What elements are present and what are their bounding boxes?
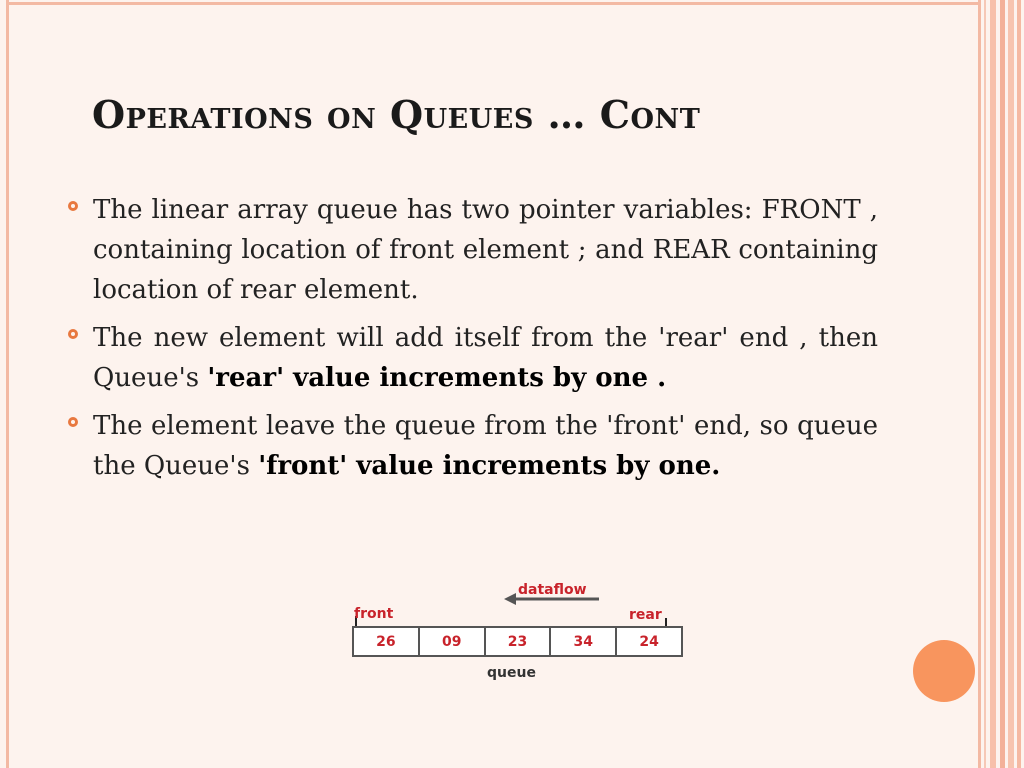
dataflow-label: dataflow: [518, 582, 587, 598]
bullet-icon: [68, 329, 78, 339]
queue-cell: 26: [354, 628, 420, 655]
front-label: front: [354, 606, 394, 622]
bullet-icon: [68, 417, 78, 427]
decor-stripe: [984, 0, 986, 768]
frame-top-border: [6, 2, 978, 5]
queue-cell: 09: [420, 628, 486, 655]
queue-diagram: [346, 578, 688, 684]
decor-stripe: [990, 0, 996, 768]
decor-stripe: [1008, 0, 1014, 768]
decor-stripe: [978, 0, 981, 768]
queue-cells: [352, 626, 683, 657]
slide-title: Operations on Queues … Cont: [92, 92, 701, 137]
bullet-item: [60, 190, 878, 310]
queue-cell: 24: [639, 633, 659, 650]
bullet-icon: [68, 201, 78, 211]
bullet-text: The new element will add itself from the 'rear' end , then Queue's 'rear' value increments by one .: [93, 323, 878, 393]
bullet-item: [60, 406, 878, 486]
queue-label: queue: [487, 665, 536, 681]
decor-stripe: [1000, 0, 1005, 768]
bullet-text: The element leave the queue from the 'front' end, so queue the Queue's 'front' value increments by one.: [93, 411, 878, 481]
rear-label: rear: [629, 607, 662, 623]
dataflow-arrow-head: [504, 593, 516, 605]
queue-cell: 34: [551, 628, 617, 655]
bullet-text: The linear array queue has two pointer variables: FRONT , containing location of front element ; and REAR containing location of rear element.: [93, 195, 878, 305]
decor-stripe: [1017, 0, 1021, 768]
decor-circle: [913, 640, 975, 702]
bullet-list: [60, 190, 878, 494]
queue-cell: 23: [486, 628, 552, 655]
frame-left-border: [6, 0, 9, 768]
bullet-item: [60, 318, 878, 398]
